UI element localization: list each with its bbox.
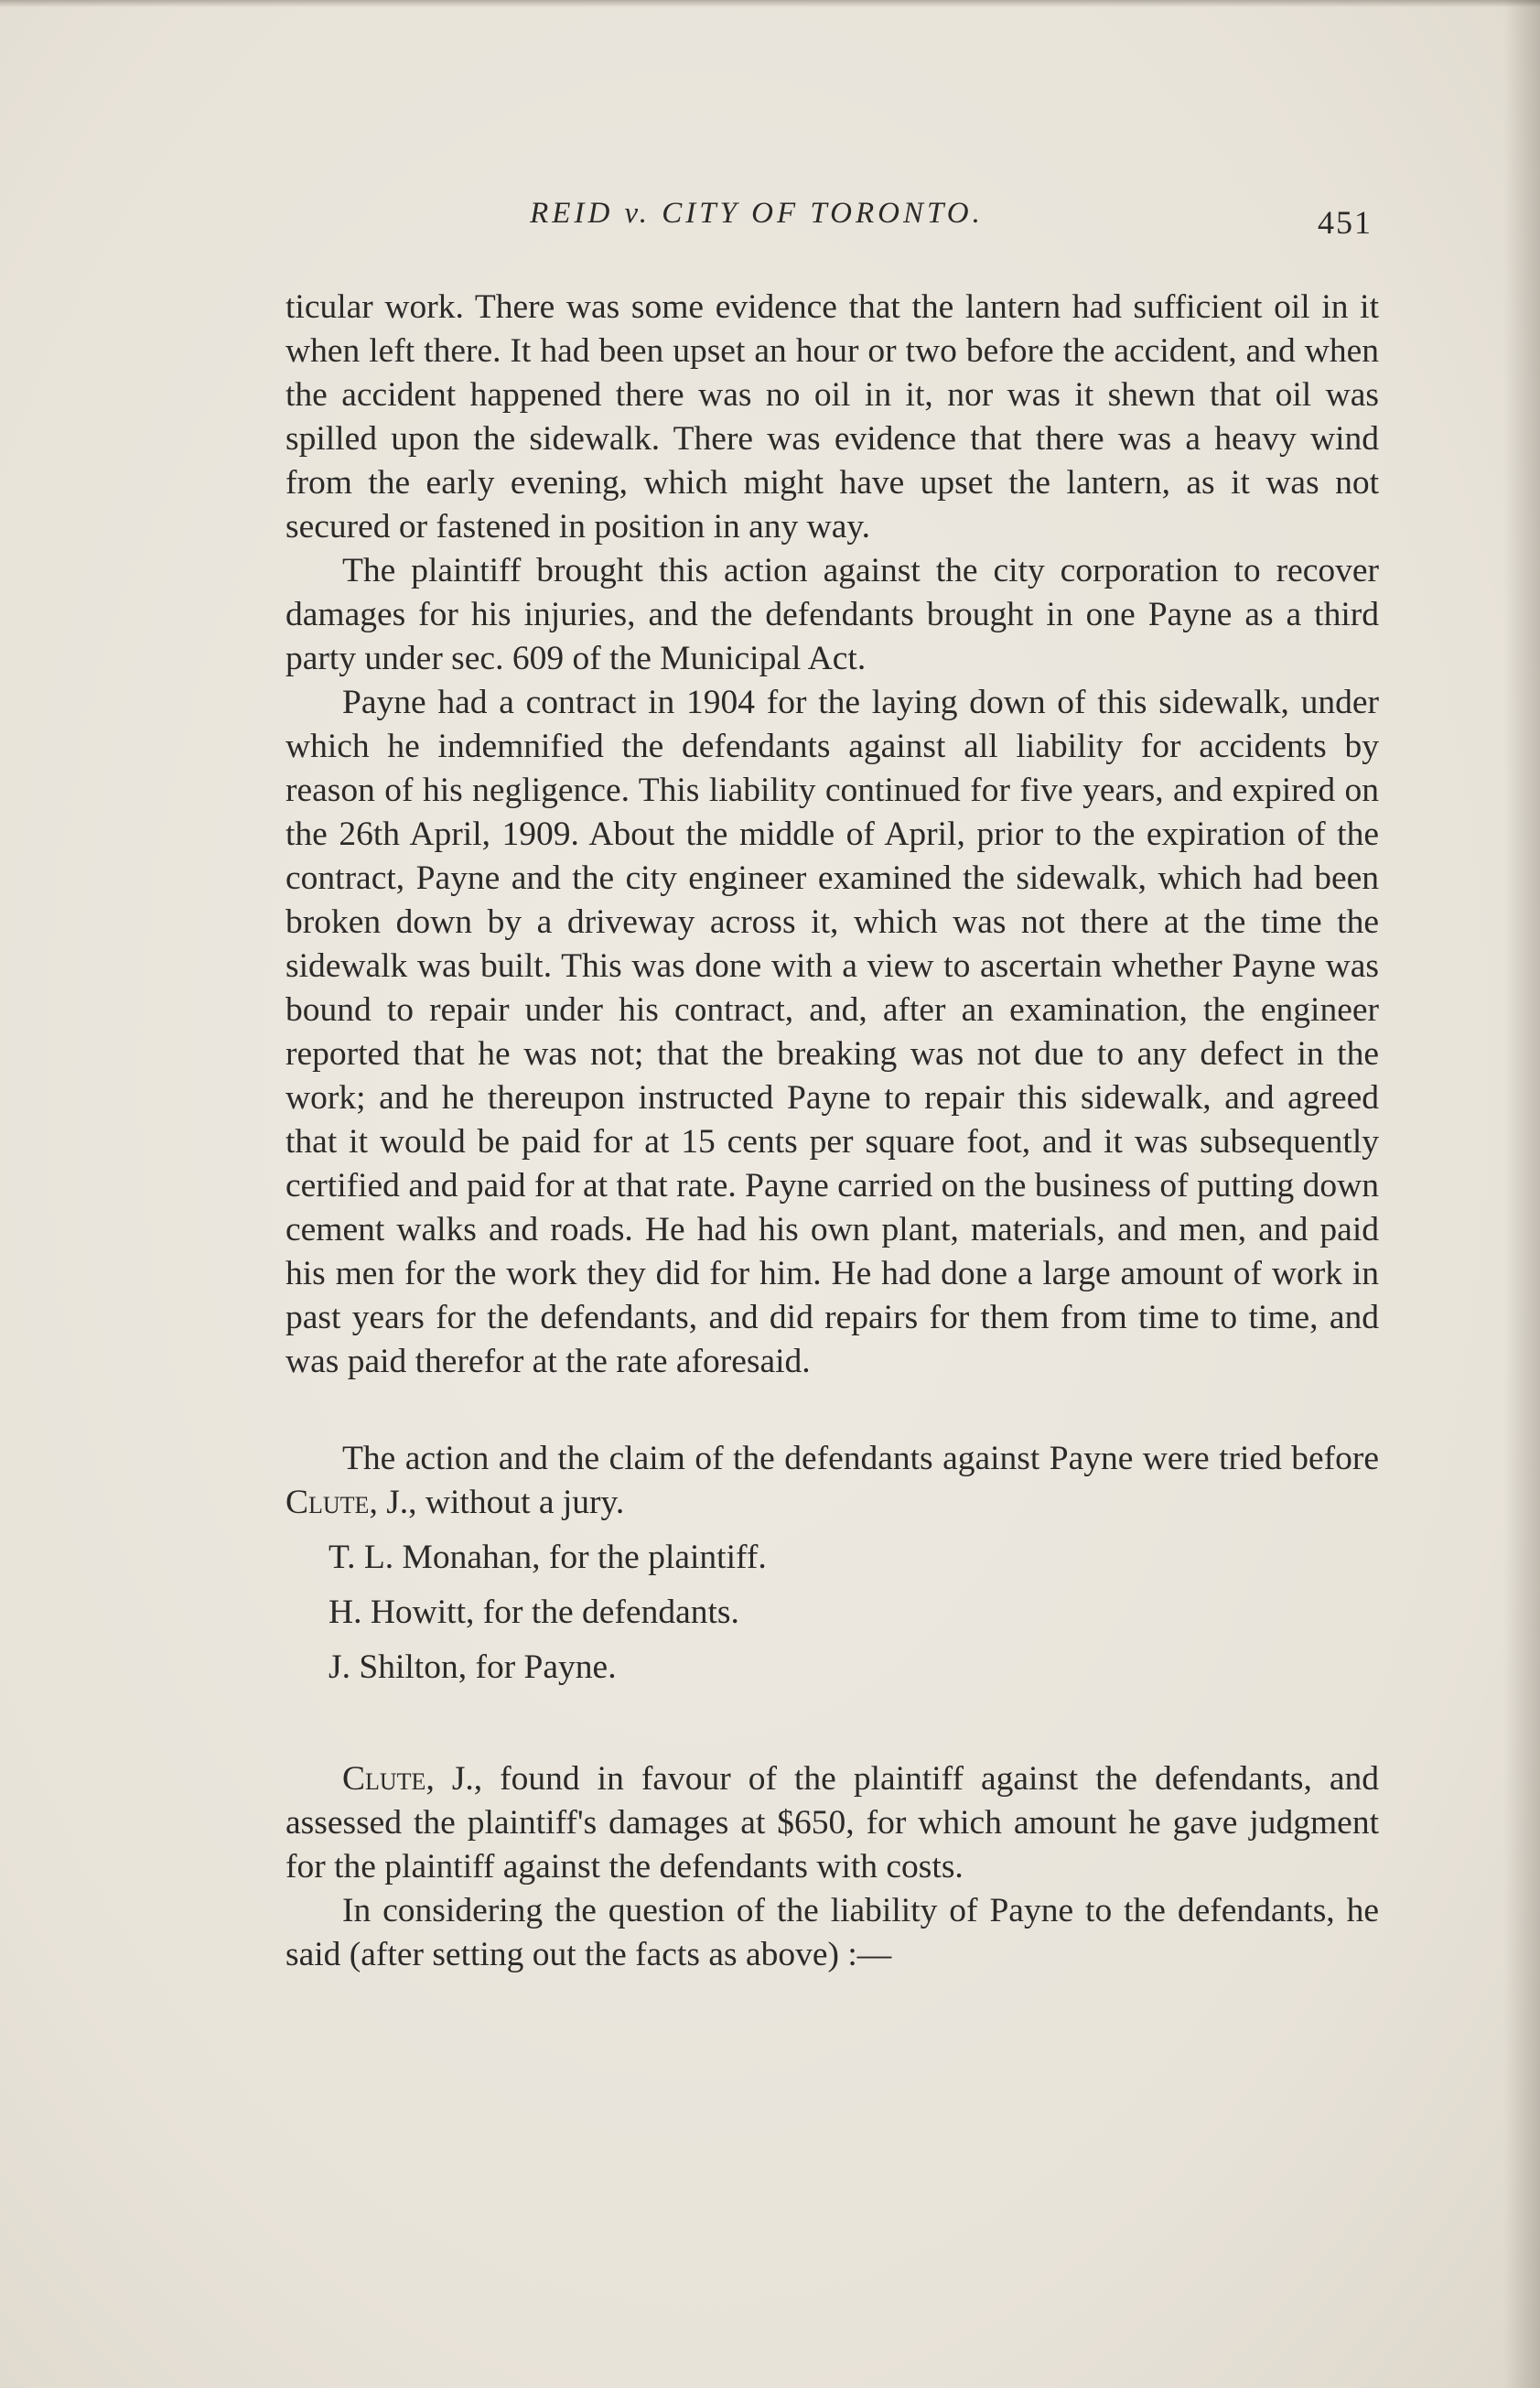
page-edge-shadow [1503,0,1540,2388]
paragraph-judgment [285,1757,1379,1889]
section-gap [285,1384,1379,1437]
judgment-text: , J., found in favour of the plaintiff against the defendants, and assessed the plaintiff's damages at $650, for which amount he gave judgment for the plaintiff against the defendants with costs. [285,1760,1379,1886]
page-top-edge [0,0,1540,7]
page-body [285,286,1379,1977]
trial-text-after: , J., without a jury. [369,1484,625,1521]
paragraph-trial [285,1437,1379,1525]
trial-judge-name: Clute [285,1484,370,1521]
counsel-line-third-party: J. Shilton, for Payne. [328,1648,617,1686]
running-head: REID v. CITY OF TORONTO. [530,197,984,230]
trial-text-before: The action and the claim of the defendants against Payne were tried before [342,1440,1379,1477]
paragraph-liability: In considering the question of the liability of Payne to the defendants, he said (after setting out the facts as above) :— [285,1892,1379,1973]
counsel-line-plaintiff: T. L. Monahan, for the plaintiff. [328,1539,767,1576]
page-number: 451 [1318,204,1373,241]
section-gap [285,1690,1379,1757]
counsel-line-defendants: H. Howitt, for the defendants. [328,1594,739,1631]
judgment-judge-name: Clute [342,1760,426,1798]
paragraph-facts-continued: ticular work. There was some evidence that the lantern had sufficient oil in it when left there. It had been upset an hour or two before the accident, and when the accident happened there was no oil in it, nor was it shewn that oil was spilled upon the sidewalk. There was evidence that there was a heavy wind from the early evening, which might have upset the lantern, as it was not secured or fastened in position in any way. [285,288,1379,546]
paragraph-action: The plaintiff brought this action against the city corporation to recover damages for his injuries, and the defendants brought in one Payne as a third party under sec. 609 of the Municipal Act. [285,552,1379,677]
paragraph-contract: Payne had a contract in 1904 for the laying down of this sidewalk, under which he indemnified the defendants against all liability for accidents by reason of his negligence. This liability continued for five years, and expired on the 26th April, 1909. About the middle of April, prior to the expiration of the contract, Payne and the city engineer examined the sidewalk, which had been broken down by a driveway across it, which was not there at the time the sidewalk was built. This was done with a view to ascertain whether Payne was bound to repair under his contract, and, after an examination, the engineer reported that he was not; that the breaking was not due to any defect in the work; and he thereupon instructed Payne to repair this sidewalk, and agreed that it would be paid for at 15 cents per square foot, and it was subsequently certified and paid for at that rate. Payne carried on the business of putting down cement walks and roads. He had his own plant, materials, and men, and paid his men for the work they did for him. He had done a large amount of work in past years for the defendants, and did repairs for them from time to time, and was paid therefor at the rate aforesaid. [285,684,1379,1380]
